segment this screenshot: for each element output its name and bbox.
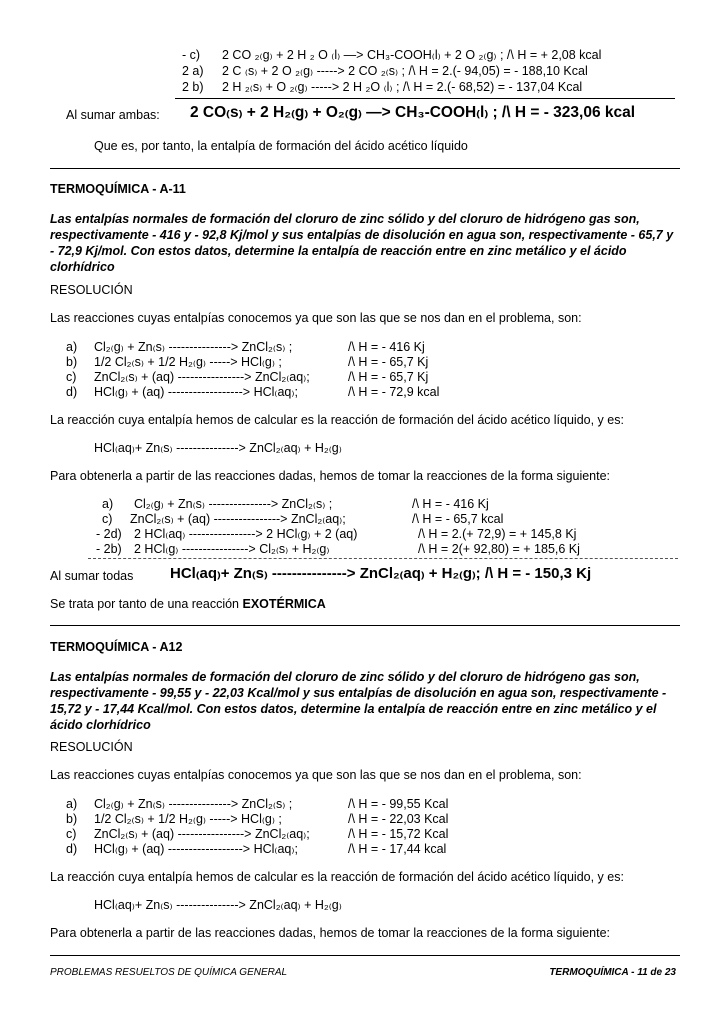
- section-title-a11: TERMOQUÍMICA - A-11: [50, 182, 186, 196]
- intro-text: Las reacciones cuyas entalpías conocemos ya que son las que se nos dan en el problema, son:: [50, 311, 582, 325]
- reaction-equation: Cl₂₍g₎ + Zn₍s₎ ---------------> ZnCl₂₍s₎ ;: [94, 340, 293, 354]
- exothermic-word: EXOTÉRMICA: [242, 597, 326, 611]
- reaction-equation: HCl₍g₎ + (aq) ------------------> HCl₍aq₎;: [94, 385, 298, 399]
- statement-a12: Las entalpías normales de formación del cloruro de zinc sólido y del cloruro de hidrógeno gas son, respectivamente - 99,55 y - 22,03 Kcal/mol y sus entalpías de disolución en agua son, respectivamente - 15,72 y - 17,44 Kcal/mol. Con estos datos, determine la entalpía de reacción entre en zinc metálico y el ácido clorhídrico: [50, 670, 667, 732]
- combo-enthalpy: /\ H = - 416 Kj: [412, 497, 489, 511]
- reaction-label: b): [66, 355, 78, 369]
- reaction-label: a): [66, 797, 78, 811]
- footer-book-title: PROBLEMAS RESUELTOS DE QUÍMICA GENERAL: [50, 967, 288, 978]
- sum-equation: HCl₍aq₎+ Zn₍s₎ ---------------> ZnCl₂₍aq₎ + H₂₍g₎; /\ H = - 150,3 Kj: [170, 565, 592, 582]
- reaction-label: b): [66, 812, 78, 826]
- combo-equation: 2 HCl₍g₎ ----------------> Cl₂₍s₎ + H₂₍g₎: [134, 542, 330, 556]
- reaction-enthalpy: /\ H = - 65,7 Kj: [348, 370, 429, 384]
- obtain-text: Para obtenerla a partir de las reacciones dadas, hemos de tomar la reacciones de la forma siguiente:: [50, 469, 611, 483]
- reaction-enthalpy: /\ H = - 99,55 Kcal: [348, 797, 449, 811]
- combo-label: a): [102, 497, 114, 511]
- reaction-label: c): [66, 370, 77, 384]
- combo-label: - 2b): [96, 542, 122, 556]
- target-reaction-text: La reacción cuya entalpía hemos de calcular es la reacción de formación del ácido acético líquido, y es:: [50, 870, 624, 884]
- reaction-label: c): [66, 827, 77, 841]
- top-row-eq: 2 H ₂₍s₎ + O ₂₍g₎ -----> 2 H ₂O ₍l₎ ; /\ H = 2.(- 68,52) = - 137,04 Kcal: [222, 80, 583, 94]
- sum-equation: 2 CO₍s₎ + 2 H₂₍g₎ + O₂₍g₎ —> CH₃-COOH₍l₎ ; /\ H = - 323,06 kcal: [190, 104, 636, 121]
- reaction-enthalpy: /\ H = - 17,44 kcal: [348, 842, 447, 856]
- intro-text: Las reacciones cuyas entalpías conocemos ya que son las que se nos dan en el problema, son:: [50, 768, 582, 782]
- top-row-label: 2 a): [182, 64, 204, 78]
- combo-enthalpy: /\ H = 2(+ 92,80) = + 185,6 Kj: [418, 542, 580, 556]
- target-reaction-equation: HCl₍aq₎+ Zn₍s₎ ---------------> ZnCl₂₍aq₎ + H₂₍g₎: [94, 441, 342, 455]
- reaction-equation: HCl₍g₎ + (aq) ------------------> HCl₍aq₎;: [94, 842, 298, 856]
- section-divider: [50, 625, 680, 626]
- reaction-equation: 1/2 Cl₂₍s₎ + 1/2 H₂₍g₎ -----> HCl₍g₎ ;: [94, 812, 282, 826]
- section-divider: [50, 168, 680, 169]
- obtain-text: Para obtenerla a partir de las reacciones dadas, hemos de tomar la reacciones de la forma siguiente:: [50, 926, 611, 940]
- reaction-enthalpy: /\ H = - 15,72 Kcal: [348, 827, 449, 841]
- exothermic-statement: [50, 597, 326, 612]
- reaction-enthalpy: /\ H = - 22,03 Kcal: [348, 812, 449, 826]
- footer-page-number: TERMOQUÍMICA - 11 de 23: [549, 967, 676, 978]
- target-reaction-equation: HCl₍aq₎+ Zn₍s₎ ---------------> ZnCl₂₍aq₎ + H₂₍g₎: [94, 898, 342, 912]
- reaction-equation: ZnCl₂₍s₎ + (aq) ----------------> ZnCl₂₍aq₎;: [94, 827, 310, 841]
- conclusion-text: Que es, por tanto, la entalpía de formación del ácido acético líquido: [94, 139, 468, 153]
- reaction-label: d): [66, 842, 78, 856]
- reaction-enthalpy: /\ H = - 72,9 kcal: [348, 385, 440, 399]
- reaction-label: a): [66, 340, 78, 354]
- footer-rule: [50, 955, 680, 956]
- resolucion-heading: RESOLUCIÓN: [50, 740, 133, 754]
- sum-label: Al sumar todas: [50, 569, 134, 583]
- reaction-equation: ZnCl₂₍s₎ + (aq) ----------------> ZnCl₂₍aq₎;: [94, 370, 310, 384]
- top-row-label: - c): [182, 48, 201, 62]
- sum-rule: [175, 98, 675, 99]
- reaction-equation: 1/2 Cl₂₍s₎ + 1/2 H₂₍g₎ -----> HCl₍g₎ ;: [94, 355, 282, 369]
- resolucion-heading: RESOLUCIÓN: [50, 283, 133, 297]
- statement-a11: Las entalpías normales de formación del cloruro de zinc sólido y del cloruro de hidrógeno gas son, respectivamente - 416 y - 92,8 Kj/mol y sus entalpías de disolución en agua son, respectivamente - 65,7 y - 72,9 Kj/mol. Con estos datos, determine la entalpía de reacción entre en zinc metálico y el ácido clorhídrico: [50, 212, 674, 274]
- reaction-label: d): [66, 385, 78, 399]
- sum-dashed-rule: [88, 558, 678, 559]
- target-reaction-text: La reacción cuya entalpía hemos de calcular es la reacción de formación del ácido acético líquido, y es:: [50, 413, 624, 427]
- exothermic-prefix: Se trata por tanto de una reacción: [50, 597, 243, 611]
- reaction-enthalpy: /\ H = - 416 Kj: [348, 340, 425, 354]
- combo-equation: Cl₂₍g₎ + Zn₍s₎ ---------------> ZnCl₂₍s₎ ;: [134, 497, 333, 511]
- top-row-eq: 2 CO ₂₍g₎ + 2 H ₂ O ₍l₎ —> CH₃-COOH₍l₎ + 2 O ₂₍g₎ ; /\ H = + 2,08 kcal: [222, 48, 602, 62]
- reaction-enthalpy: /\ H = - 65,7 Kj: [348, 355, 429, 369]
- combo-enthalpy: /\ H = - 65,7 kcal: [412, 512, 504, 526]
- top-row-label: 2 b): [182, 80, 204, 94]
- section-title-a12: TERMOQUÍMICA - A12: [50, 640, 183, 654]
- sum-label: Al sumar ambas:: [66, 108, 160, 122]
- combo-enthalpy: /\ H = 2.(+ 72,9) = + 145,8 Kj: [418, 527, 577, 541]
- combo-label: - 2d): [96, 527, 122, 541]
- top-row-eq: 2 C ₍s₎ + 2 O ₂₍g₎ -----> 2 CO ₂₍s₎ ; /\ H = 2.(- 94,05) = - 188,10 Kcal: [222, 64, 588, 78]
- combo-label: c): [102, 512, 113, 526]
- reaction-equation: Cl₂₍g₎ + Zn₍s₎ ---------------> ZnCl₂₍s₎ ;: [94, 797, 293, 811]
- combo-equation: 2 HCl₍aq₎ ----------------> 2 HCl₍g₎ + 2 (aq): [134, 527, 358, 541]
- combo-equation: ZnCl₂₍s₎ + (aq) ----------------> ZnCl₂₍aq₎;: [130, 512, 346, 526]
